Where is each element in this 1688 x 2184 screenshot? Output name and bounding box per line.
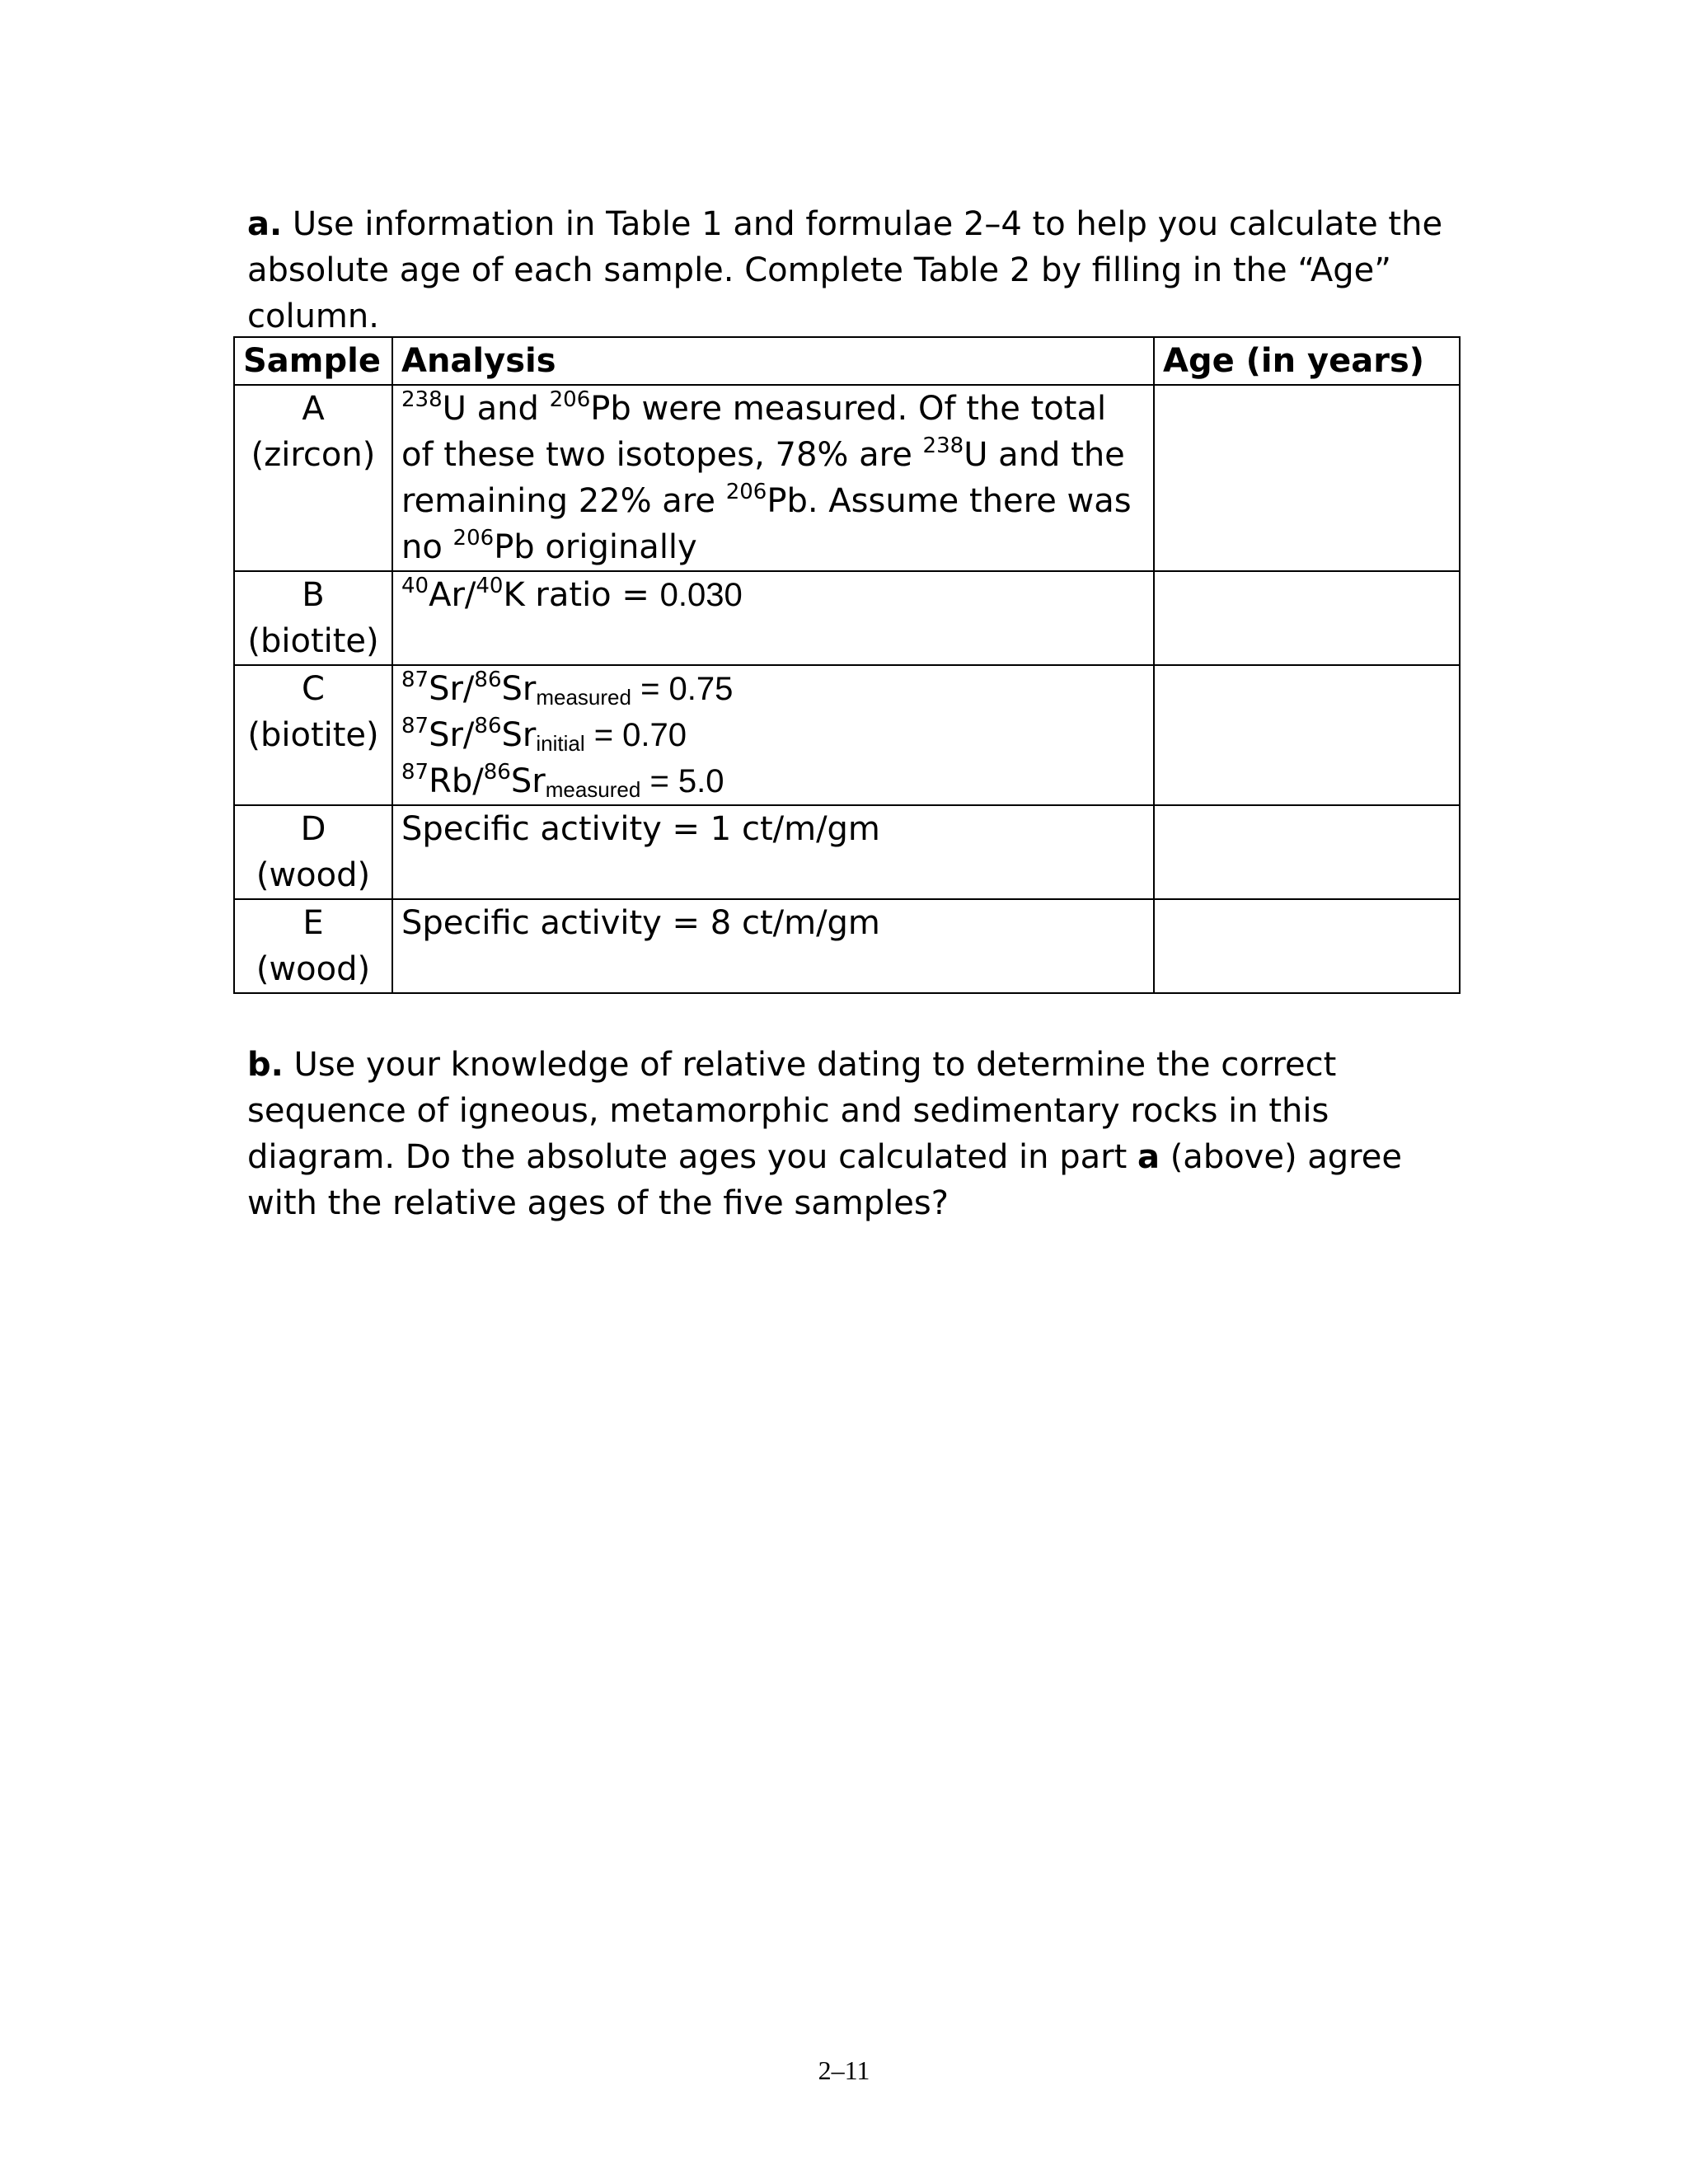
sample-cell: D (wood) — [234, 805, 392, 899]
part-a-reference: a — [1137, 1138, 1160, 1176]
part-a-instructions — [247, 201, 1467, 340]
table-row — [234, 571, 1460, 665]
part-b-question: b. Use your knowledge of relative dating to determine the correct sequence of igneous, metamorphic and sedimentary rocks in this diagram. Do the absolute ages you calculated in part a (above) agree with the relative ages of the five samples? — [247, 1046, 1402, 1222]
analysis-cell: $^{40}$Ar/$^{40}$K ratio = 0.030 — [392, 571, 1154, 665]
table-row — [234, 805, 1460, 899]
table-row — [234, 385, 1460, 571]
analysis-line: $^{87}Rb/^{86}Sr_{measured} = 5.0$ — [401, 760, 724, 802]
sample-cell: C (biotite) — [234, 665, 392, 805]
header-analysis: Analysis — [392, 337, 1154, 385]
age-table — [233, 336, 1461, 994]
age-answer-cell[interactable] — [1154, 571, 1460, 665]
analysis-line: $^{87}Sr/^{86}Sr_{measured} = 0.75$ — [401, 668, 734, 710]
analysis-cell: $^{238}$U and $^{206}$Pb were measured. Of the total of these two isotopes, 78% are $^{238}$U and the remaining 22% are $^{206}$Pb. Assume there was no $^{206}$Pb originally — [392, 385, 1154, 571]
part-a-label: a. — [247, 205, 283, 243]
age-answer-cell[interactable] — [1154, 665, 1460, 805]
part-b-label: b. — [247, 1046, 284, 1084]
sample-cell: E (wood) — [234, 899, 392, 993]
age-answer-cell[interactable] — [1154, 899, 1460, 993]
analysis-cell — [392, 665, 1154, 805]
table-row — [234, 665, 1460, 805]
age-answer-cell[interactable] — [1154, 805, 1460, 899]
table-header-row — [234, 337, 1460, 385]
page-number: 2–11 — [818, 2055, 870, 2085]
sample-cell: B (biotite) — [234, 571, 392, 665]
header-sample: Sample — [234, 337, 392, 385]
age-answer-cell[interactable] — [1154, 385, 1460, 571]
part-a-text: Use information in Table 1 and formulae 2–4 to help you calculate the absolute age of each sample. Complete Table 2 by filling in the “Age” column. — [247, 205, 1443, 335]
sample-cell: A (zircon) — [234, 385, 392, 571]
analysis-cell: Specific activity = 1 ct/m/gm — [392, 805, 1154, 899]
header-age: Age (in years) — [1154, 337, 1460, 385]
table-row — [234, 899, 1460, 993]
analysis-line: $^{87}Sr/^{86}Sr_{initial} = 0.70$ — [401, 714, 687, 756]
analysis-cell: Specific activity = 8 ct/m/gm — [392, 899, 1154, 993]
